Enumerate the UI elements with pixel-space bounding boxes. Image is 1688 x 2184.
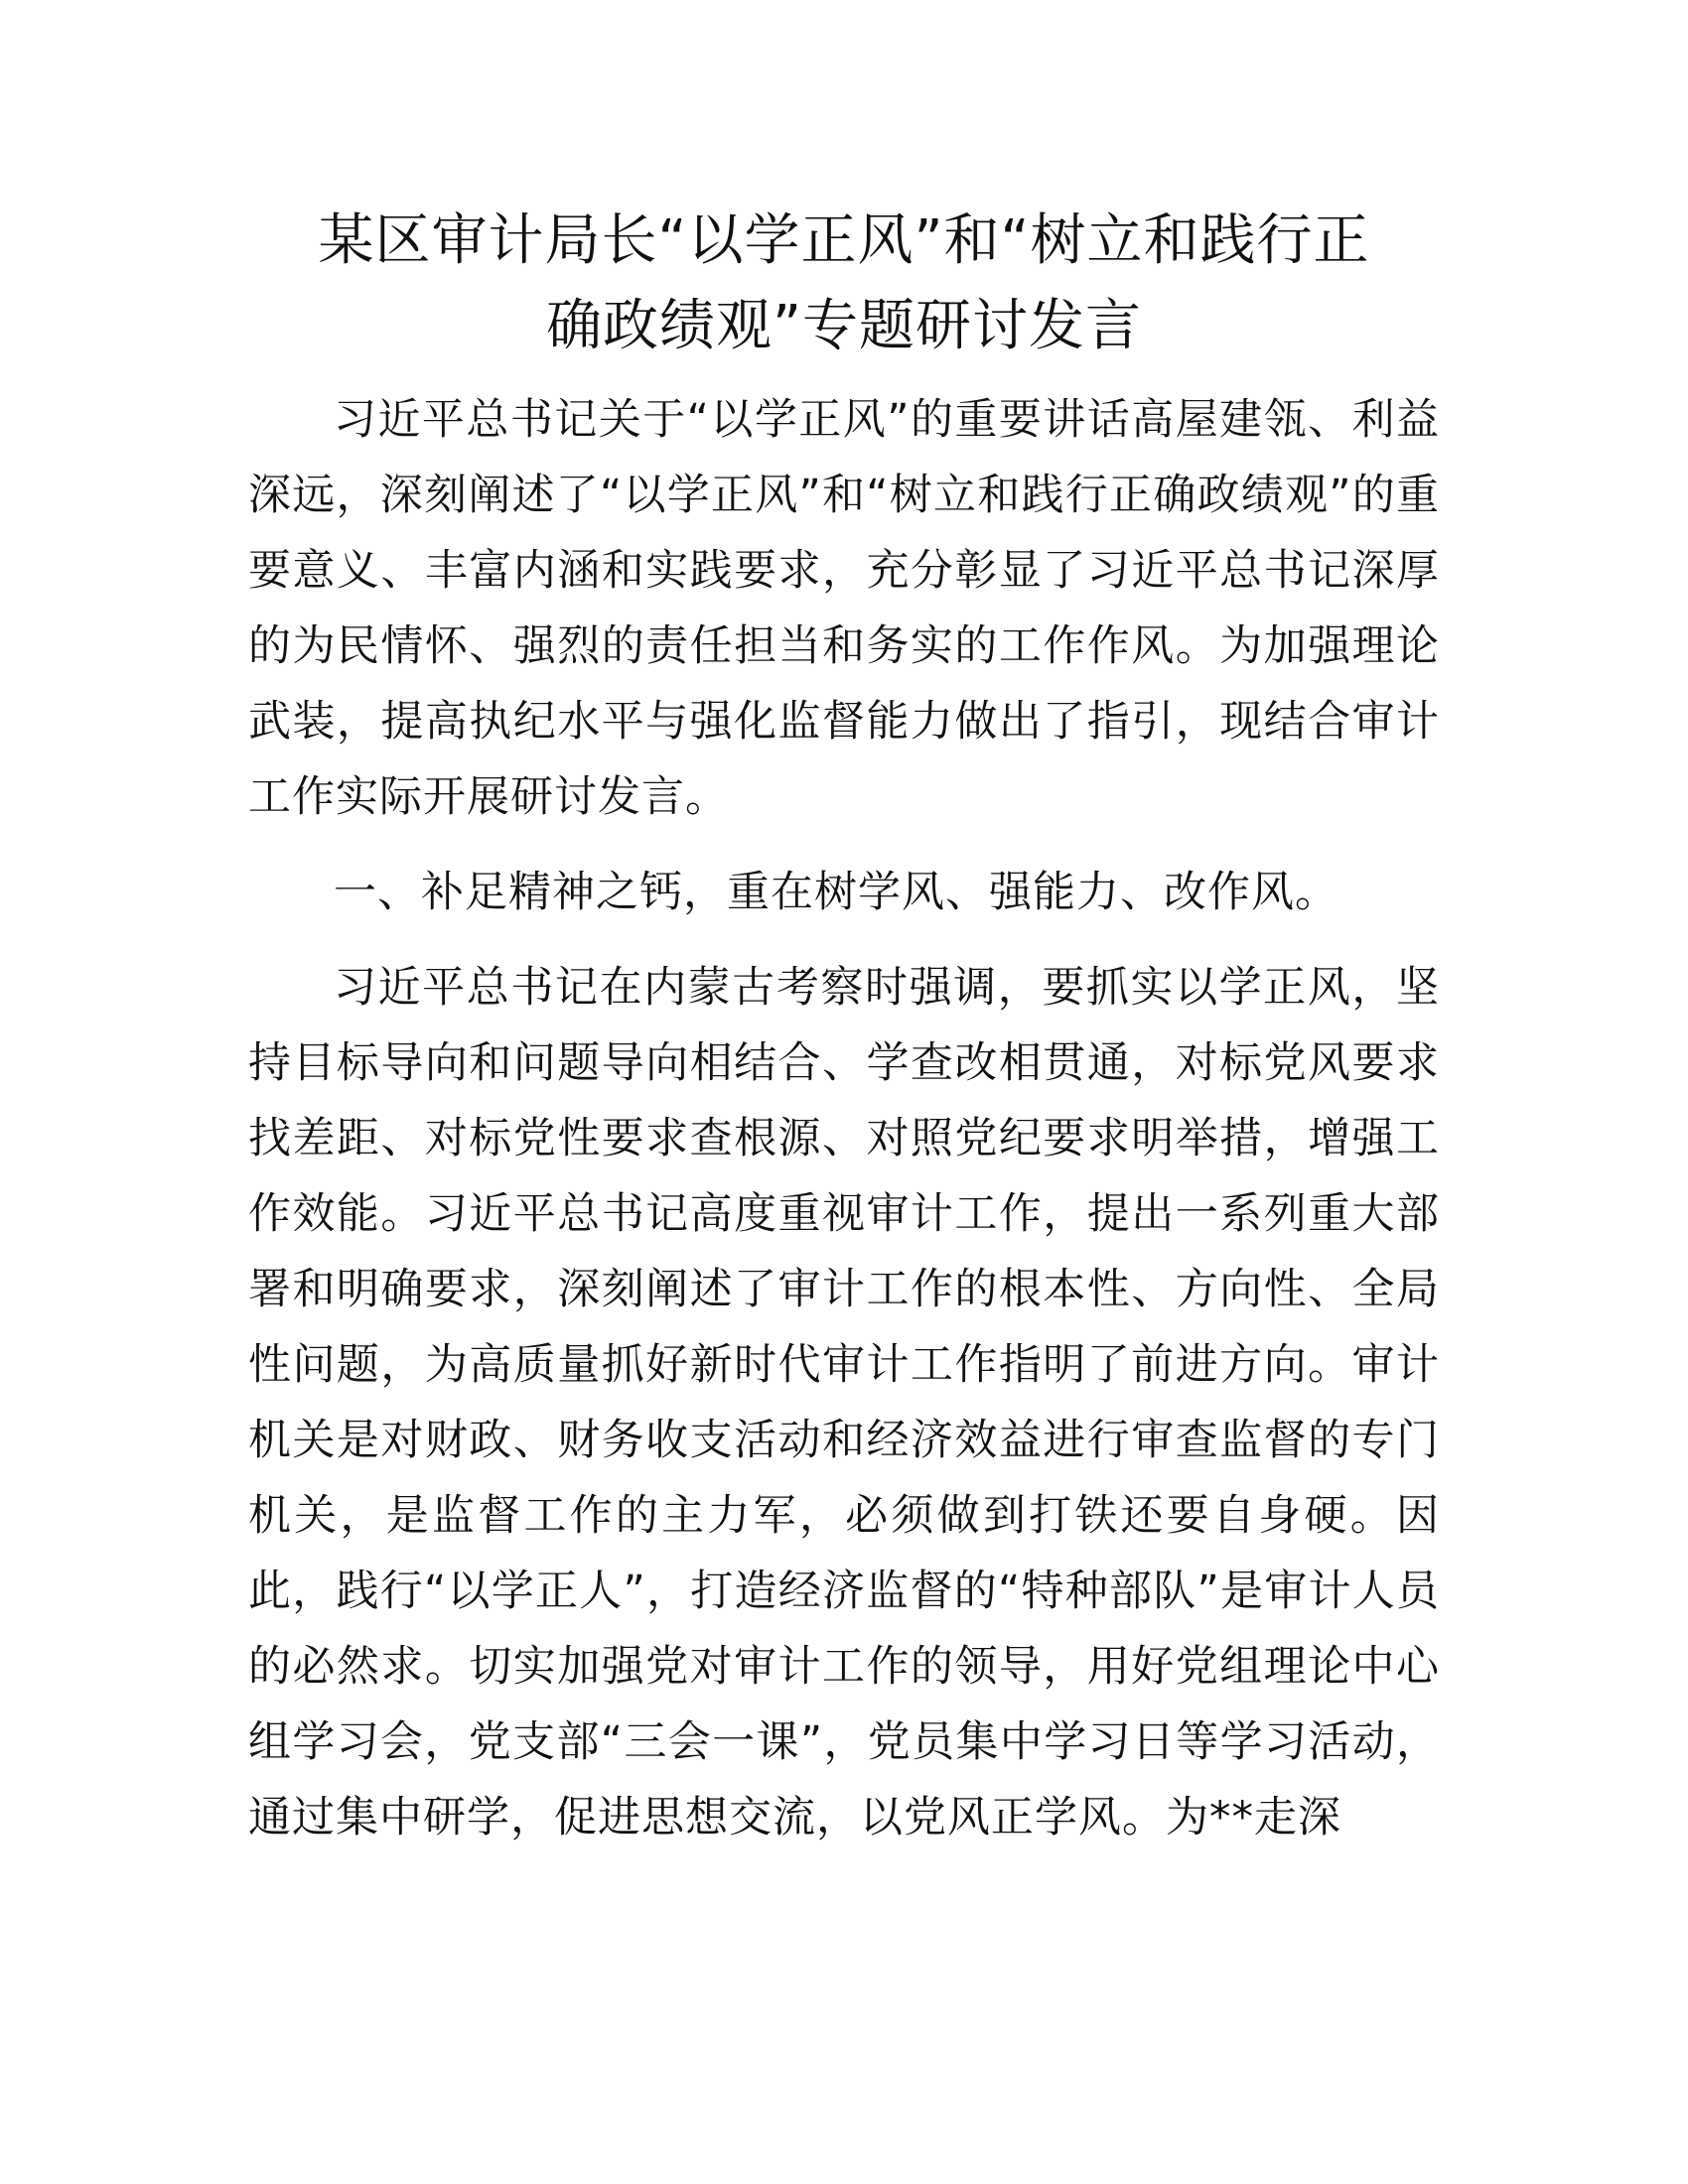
paragraph-intro: 习近平总书记关于“以学正风”的重要讲话高屋建瓴、利益深远，深刻阐述了“以学正风”和“树立和践行正确政绩观”的重要意义、丰富内涵和实践要求，充分彰显了习近平总书记深厚的为民情怀、强烈的责任担当和务实的工作作风。为加强理论武装，提高执纪水平与强化监督能力做出了指引，现结合审计工作实际开展研讨发言。 [248, 395, 1440, 822]
title-line-1: 某区审计局长“以学正风”和“树立和践行正 [318, 208, 1370, 273]
document-body [248, 382, 1440, 1875]
paragraph-section-1: 习近平总书记在内蒙古考察时强调，要抓实以学正风，坚持目标导向和问题导向相结合、学查改相贯通，对标党风要求找差距、对标党性要求查根源、对照党纪要求明举措，增强工作效能。习近平总书记高度重视审计工作，提出一系列重大部署和明确要求，深刻阐述了审计工作的根本性、方向性、全局性问题，为高质量抓好新时代审计工作指明了前进方向。审计机关是对财政、财务收支活动和经济效益进行审查监督的专门机关，是监督工作的主力军，必须做到打铁还要自身硬。因此，践行“以学正人”，打造经济监督的“特种部队”是审计人员的必然求。切实加强党对审计工作的领导，用好党组理论中心组学习会，党支部“三会一课”，党员集中学习日等学习活动，通过集中研学，促进思想交流，以党风正学风。为**走深 [248, 963, 1440, 1843]
section-heading-1: 一、补足精神之钙，重在树学风、强能力、改作风。 [334, 868, 1338, 917]
document-title [228, 199, 1460, 369]
title-line-2: 确政绩观”专题研讨发言 [545, 294, 1142, 358]
